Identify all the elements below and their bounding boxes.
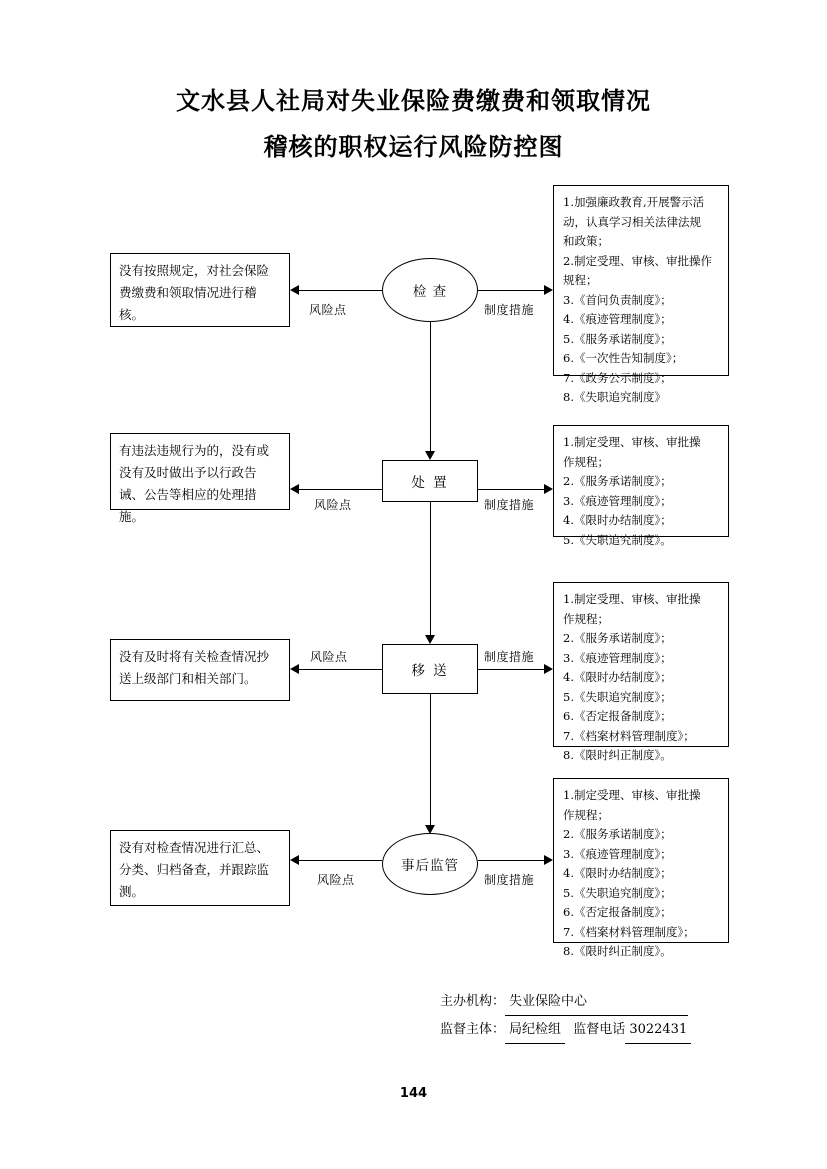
measure-line: 3.《首问负责制度》；: [563, 292, 672, 307]
page-title: [0, 78, 827, 170]
footer-phone-value: 3022431: [625, 1016, 691, 1044]
arrow-dispose-risk: [290, 484, 299, 494]
edge-label-risk-check: 风险点: [309, 303, 347, 317]
measure-line: 5.《服务承诺制度》；: [563, 331, 672, 346]
measure-line: 和政策；: [563, 234, 609, 248]
measure-line: 2.《服务承诺制度》；: [563, 827, 672, 841]
edge-label-risk-dispose: 风险点: [314, 498, 352, 512]
risk-box-transfer-text: 没有及时将有关检查情况抄送上级部门和相关部门。: [119, 649, 270, 686]
measure-line: 8.《限时纠正制度》。: [563, 748, 672, 762]
measure-line: 2.制定受理、审核、审批操作: [563, 253, 712, 268]
node-transfer[interactable]: [382, 644, 478, 694]
measure-line: 3.《痕迹管理制度》；: [563, 650, 672, 665]
edge-label-risk-supervise: 风险点: [317, 873, 355, 887]
measure-line: 作规程；: [563, 454, 609, 469]
connector-dispose-transfer: [430, 502, 431, 638]
risk-box-supervise: [110, 830, 290, 906]
footer-supervisor-value: 局纪检组: [505, 1016, 565, 1044]
footer-org-value: 失业保险中心: [505, 988, 688, 1016]
measure-line: 8.《限时纠正制度》。: [563, 944, 672, 958]
node-dispose-label: 处 置: [411, 475, 449, 491]
node-supervise-label: 事后监管: [401, 858, 459, 874]
measure-box-transfer: [553, 582, 729, 762]
arrow-dispose-transfer: [425, 635, 435, 644]
edge-label-measure-transfer: 制度措施: [484, 650, 535, 664]
measure-line: 6.《否定报备制度》；: [563, 905, 672, 919]
measure-line: 5.《失职追究制度》；: [563, 885, 672, 900]
measure-line: 规程；: [563, 273, 598, 287]
arrow-supervise-measure: [544, 855, 553, 865]
measure-line: 动，认真学习相关法律法规: [563, 214, 701, 229]
measure-box-dispose: [553, 425, 729, 547]
connector-check-dispose: [430, 322, 431, 454]
footer-supervisor-label: 监督主体：: [440, 1022, 506, 1037]
connector-dispose-risk: [299, 489, 382, 490]
footer-block: [440, 988, 691, 1044]
measure-line: 7.《档案材料管理制度》；: [563, 728, 695, 743]
arrow-transfer-measure: [544, 664, 553, 674]
node-supervise[interactable]: [382, 833, 478, 895]
measure-line: 7.《档案材料管理制度》；: [563, 924, 695, 939]
measure-line: 1.制定受理、审核、审批操: [563, 788, 701, 802]
connector-check-measure: [478, 290, 544, 291]
arrow-check-dispose: [425, 451, 435, 460]
arrow-check-measure: [544, 285, 553, 295]
connector-transfer-risk: [299, 669, 382, 670]
arrow-transfer-risk: [290, 664, 299, 674]
risk-box-dispose-text: 有违法违规行为的，没有或没有及时做出予以行政告诫、公告等相应的处理措施。: [119, 443, 270, 524]
connector-transfer-measure: [478, 669, 544, 670]
measure-line: 4.《痕迹管理制度》；: [563, 312, 672, 326]
measure-line: 1.制定受理、审核、审批操: [563, 435, 701, 449]
measure-line: 4.《限时办结制度》；: [563, 513, 672, 527]
node-check-label: 检 查: [412, 284, 448, 300]
footer-org-row: [440, 988, 691, 1016]
connector-supervise-risk: [299, 860, 382, 861]
connector-check-risk: [299, 290, 382, 291]
arrow-supervise-risk: [290, 855, 299, 865]
footer-supervisor-row: [440, 1016, 691, 1044]
risk-box-check: [110, 253, 290, 327]
measure-line: 5.《失职追究制度》；: [563, 689, 672, 704]
footer-phone-label: 监督电话: [573, 1022, 626, 1037]
measure-line: 作规程；: [563, 807, 609, 822]
measure-line: 8.《失职追究制度》: [563, 390, 666, 404]
page-title-line1: 文水县人社局对失业保险费缴费和领取情况: [176, 86, 651, 115]
connector-supervise-measure: [478, 860, 544, 861]
node-check[interactable]: [382, 258, 478, 322]
measure-line: 6.《一次性告知制度》；: [563, 351, 684, 365]
node-dispose[interactable]: [382, 460, 478, 502]
risk-box-supervise-text: 没有对检查情况进行汇总、分类、归档备查，并跟踪监测。: [119, 840, 270, 899]
measure-line: 3.《痕迹管理制度》；: [563, 846, 672, 861]
measure-box-supervise: [553, 778, 729, 958]
node-transfer-label: 移 送: [411, 663, 449, 679]
risk-box-transfer: [110, 639, 290, 701]
page-number: 144: [399, 1086, 428, 1101]
edge-label-measure-dispose: 制度措施: [484, 498, 535, 512]
risk-box-check-text: 没有按照规定，对社会保险费缴费和领取情况进行稽核。: [119, 263, 270, 322]
arrow-check-risk: [290, 285, 299, 295]
measure-line: 作规程；: [563, 611, 609, 626]
page-title-line2: 稽核的职权运行风险防控图: [263, 132, 564, 161]
measure-line: 4.《限时办结制度》；: [563, 670, 672, 684]
measure-line: 2.《服务承诺制度》；: [563, 474, 672, 488]
measure-box-check: [553, 185, 729, 404]
edge-label-measure-supervise: 制度措施: [484, 873, 535, 887]
measure-line: 2.《服务承诺制度》；: [563, 631, 672, 645]
measure-line: 4.《限时办结制度》；: [563, 866, 672, 880]
measure-line: 5.《失职追究制度》。: [563, 532, 672, 547]
measure-line: 1.加强廉政教育,开展警示活: [563, 195, 705, 209]
edge-label-measure-check: 制度措施: [484, 303, 535, 317]
connector-transfer-supervise: [430, 694, 431, 828]
measure-line: 7.《政务公示制度》；: [563, 370, 672, 385]
risk-box-dispose: [110, 433, 290, 524]
measure-line: 6.《否定报备制度》；: [563, 709, 672, 723]
measure-line: 3.《痕迹管理制度》；: [563, 493, 672, 508]
edge-label-risk-transfer: 风险点: [310, 650, 348, 664]
connector-dispose-measure: [478, 489, 544, 490]
measure-line: 1.制定受理、审核、审批操: [563, 592, 701, 606]
arrow-dispose-measure: [544, 484, 553, 494]
footer-org-label: 主办机构：: [440, 994, 506, 1009]
